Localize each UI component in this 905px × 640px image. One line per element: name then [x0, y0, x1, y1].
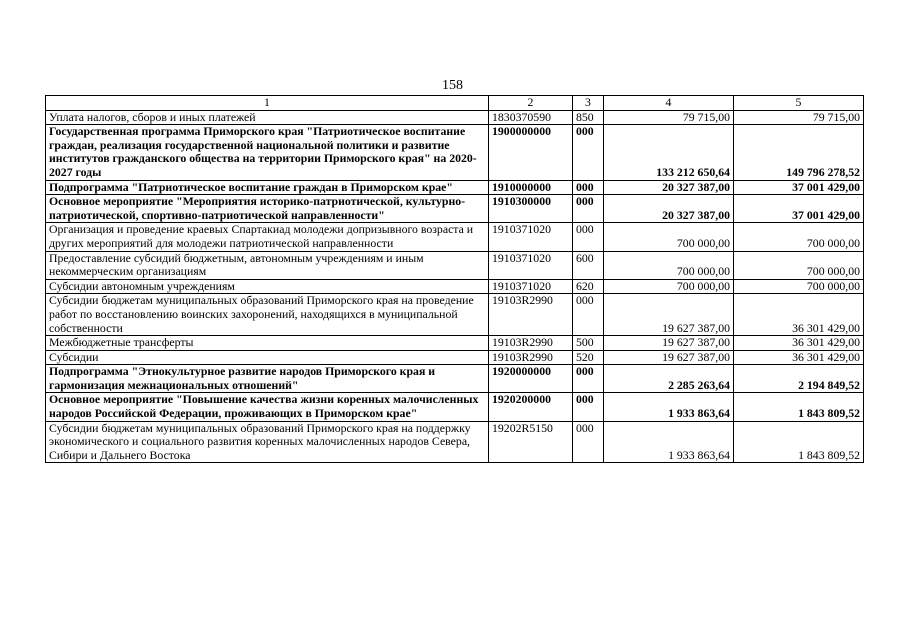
row-value-2020-cell: 1 933 863,64: [604, 393, 734, 421]
row-value-2020-cell: 20 327 387,00: [604, 195, 734, 223]
row-code-cell: 1910371020: [489, 279, 573, 294]
row-value-2020-cell: 79 715,00: [604, 110, 734, 125]
row-value-2021-cell: 700 000,00: [734, 223, 864, 251]
page-number: 158: [442, 78, 463, 93]
header-cell: 4: [604, 96, 734, 111]
table-row: [46, 195, 864, 223]
row-type-cell: 000: [573, 195, 604, 223]
table-row: [46, 294, 864, 336]
row-code-cell: 19103R2990: [489, 336, 573, 351]
header-cell: 3: [573, 96, 604, 111]
row-type-cell: 000: [573, 125, 604, 180]
row-value-2020-cell: 700 000,00: [604, 223, 734, 251]
table-row: [46, 336, 864, 351]
row-value-2020-cell: 19 627 387,00: [604, 350, 734, 365]
table-row: [46, 421, 864, 463]
row-name-cell: Субсидии автономным учреждениям: [46, 279, 489, 294]
row-code-cell: 1910371020: [489, 223, 573, 251]
row-code-cell: 1920000000: [489, 365, 573, 393]
row-name-cell: Субсидии: [46, 350, 489, 365]
row-value-2021-cell: 36 301 429,00: [734, 294, 864, 336]
row-value-2020-cell: 2 285 263,64: [604, 365, 734, 393]
row-code-cell: 19103R2990: [489, 294, 573, 336]
row-type-cell: 000: [573, 223, 604, 251]
row-value-2020-cell: 1 933 863,64: [604, 421, 734, 463]
row-code-cell: 1910371020: [489, 251, 573, 279]
table-row: [46, 350, 864, 365]
row-type-cell: 000: [573, 421, 604, 463]
row-name-cell: Межбюджетные трансферты: [46, 336, 489, 351]
table-row: [46, 223, 864, 251]
row-name-cell: Подпрограмма "Патриотическое воспитание граждан в Приморском крае": [46, 180, 489, 195]
row-value-2021-cell: 1 843 809,52: [734, 393, 864, 421]
header-cell: 5: [734, 96, 864, 111]
table-row: [46, 125, 864, 180]
budget-table: [45, 95, 864, 463]
row-name-cell: Подпрограмма "Этнокультурное развитие народов Приморского края и гармонизация межнациональных отношений": [46, 365, 489, 393]
row-type-cell: 600: [573, 251, 604, 279]
header-cell: 1: [46, 96, 489, 111]
row-name-cell: Субсидии бюджетам муниципальных образований Приморского края на поддержку экономического и социального развития коренных малочисленных народов Севера, Сибири и Дальнего Востока: [46, 421, 489, 463]
table-body: [46, 110, 864, 463]
table-row: [46, 180, 864, 195]
row-code-cell: 1920200000: [489, 393, 573, 421]
table-row: [46, 110, 864, 125]
row-type-cell: 850: [573, 110, 604, 125]
row-value-2021-cell: 79 715,00: [734, 110, 864, 125]
row-name-cell: Уплата налогов, сборов и иных платежей: [46, 110, 489, 125]
row-code-cell: 1910000000: [489, 180, 573, 195]
row-name-cell: Основное мероприятие "Повышение качества жизни коренных малочисленных народов Российской Федерации, проживающих в Приморском крае": [46, 393, 489, 421]
row-code-cell: 1900000000: [489, 125, 573, 180]
row-code-cell: 19202R5150: [489, 421, 573, 463]
header-cell: 2: [489, 96, 573, 111]
row-value-2021-cell: 1 843 809,52: [734, 421, 864, 463]
row-value-2021-cell: 149 796 278,52: [734, 125, 864, 180]
table-row: [46, 279, 864, 294]
row-value-2020-cell: 20 327 387,00: [604, 180, 734, 195]
table-row: [46, 365, 864, 393]
row-value-2020-cell: 19 627 387,00: [604, 294, 734, 336]
header-row: [46, 96, 864, 111]
row-value-2021-cell: 37 001 429,00: [734, 180, 864, 195]
row-name-cell: Основное мероприятие "Мероприятия историко-патриотической, культурно-патриотической, спортивно-патриотической направленности": [46, 195, 489, 223]
row-type-cell: 520: [573, 350, 604, 365]
row-type-cell: 000: [573, 294, 604, 336]
row-type-cell: 000: [573, 393, 604, 421]
row-name-cell: Предоставление субсидий бюджетным, автономным учреждениям и иным некоммерческим организациям: [46, 251, 489, 279]
table-row: [46, 393, 864, 421]
row-value-2020-cell: 133 212 650,64: [604, 125, 734, 180]
row-type-cell: 500: [573, 336, 604, 351]
row-value-2020-cell: 700 000,00: [604, 251, 734, 279]
row-code-cell: 1830370590: [489, 110, 573, 125]
table-row: [46, 251, 864, 279]
row-value-2021-cell: 2 194 849,52: [734, 365, 864, 393]
row-value-2021-cell: 700 000,00: [734, 279, 864, 294]
row-value-2021-cell: 700 000,00: [734, 251, 864, 279]
row-name-cell: Организация и проведение краевых Спартакиад молодежи допризывного возраста и других мероприятий для молодежи патриотической направленности: [46, 223, 489, 251]
row-value-2021-cell: 36 301 429,00: [734, 350, 864, 365]
row-value-2020-cell: 19 627 387,00: [604, 336, 734, 351]
row-code-cell: 1910300000: [489, 195, 573, 223]
row-name-cell: Государственная программа Приморского края "Патриотическое воспитание граждан, реализация государственной национальной политики и развитие институтов гражданского общества на территории Приморского края" на 2020-2027 годы: [46, 125, 489, 180]
row-code-cell: 19103R2990: [489, 350, 573, 365]
row-value-2020-cell: 700 000,00: [604, 279, 734, 294]
row-value-2021-cell: 36 301 429,00: [734, 336, 864, 351]
row-type-cell: 620: [573, 279, 604, 294]
row-type-cell: 000: [573, 180, 604, 195]
row-name-cell: Субсидии бюджетам муниципальных образований Приморского края на проведение работ по восстановлению воинских захоронений, находящихся в муниципальной собственности: [46, 294, 489, 336]
row-value-2021-cell: 37 001 429,00: [734, 195, 864, 223]
row-type-cell: 000: [573, 365, 604, 393]
